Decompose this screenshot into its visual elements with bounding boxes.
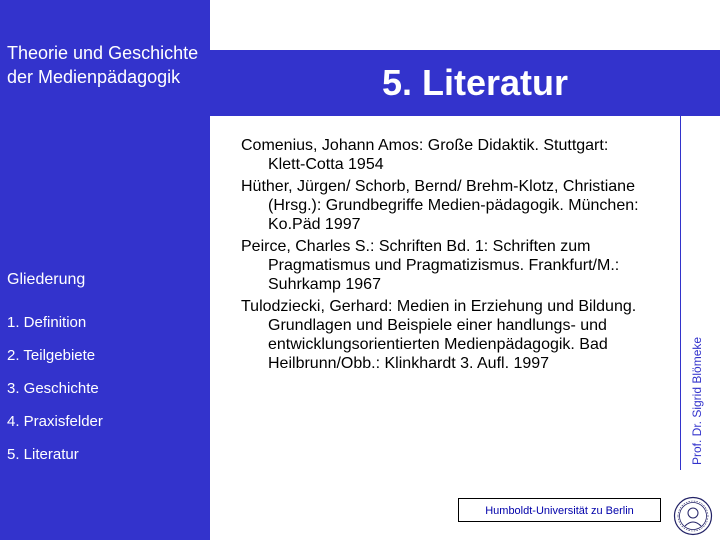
outline-item-definition[interactable]: 1. Definition (7, 314, 87, 331)
university-seal-icon (673, 496, 713, 536)
reference-item: Comenius, Johann Amos: Große Didaktik. Stuttgart: Klett-Cotta 1954 (241, 137, 609, 173)
reference-item: Peirce, Charles S.: Schriften Bd. 1: Schriften zum Pragmatismus und Pragmatizismus. Frankfurt/M.: Suhrkamp 1967 (241, 238, 620, 293)
slide-title: 5. Literatur (381, 62, 569, 103)
university-label: Humboldt-Universität zu Berlin (458, 498, 661, 522)
outline-item-praxisfelder[interactable]: 4. Praxisfelder (7, 413, 103, 430)
reference-item: Tulodziecki, Gerhard: Medien in Erziehung und Bildung. Grundlagen und Beispiele einer handlungs- und entwicklungsorientierten Medienpädagogik. Bad Heilbrunn/Obb.: Klinkhardt 3. Aufl. 1997 (241, 298, 637, 372)
reference-item: Hüther, Jürgen/ Schorb, Bernd/ Brehm-Klotz, Christiane (Hrsg.): Grundbegriffe Medien-pädagogik. München: Ko.Päd 1997 (241, 178, 639, 233)
outline-item-geschichte[interactable]: 3. Geschichte (7, 380, 99, 397)
author-label: Prof. Dr. Sigrid Blömeke (690, 336, 704, 465)
reference-list (241, 136, 641, 376)
outline-heading: Gliederung (7, 271, 86, 288)
title-band (210, 50, 720, 116)
sidebar (0, 0, 210, 540)
outline-item-literatur[interactable]: 5. Literatur (7, 446, 79, 463)
outline-list (7, 313, 103, 478)
course-title: Theorie und Geschichte der Medienpädagogik (7, 43, 199, 87)
outline-item-teilgebiete[interactable]: 2. Teilgebiete (7, 347, 96, 364)
